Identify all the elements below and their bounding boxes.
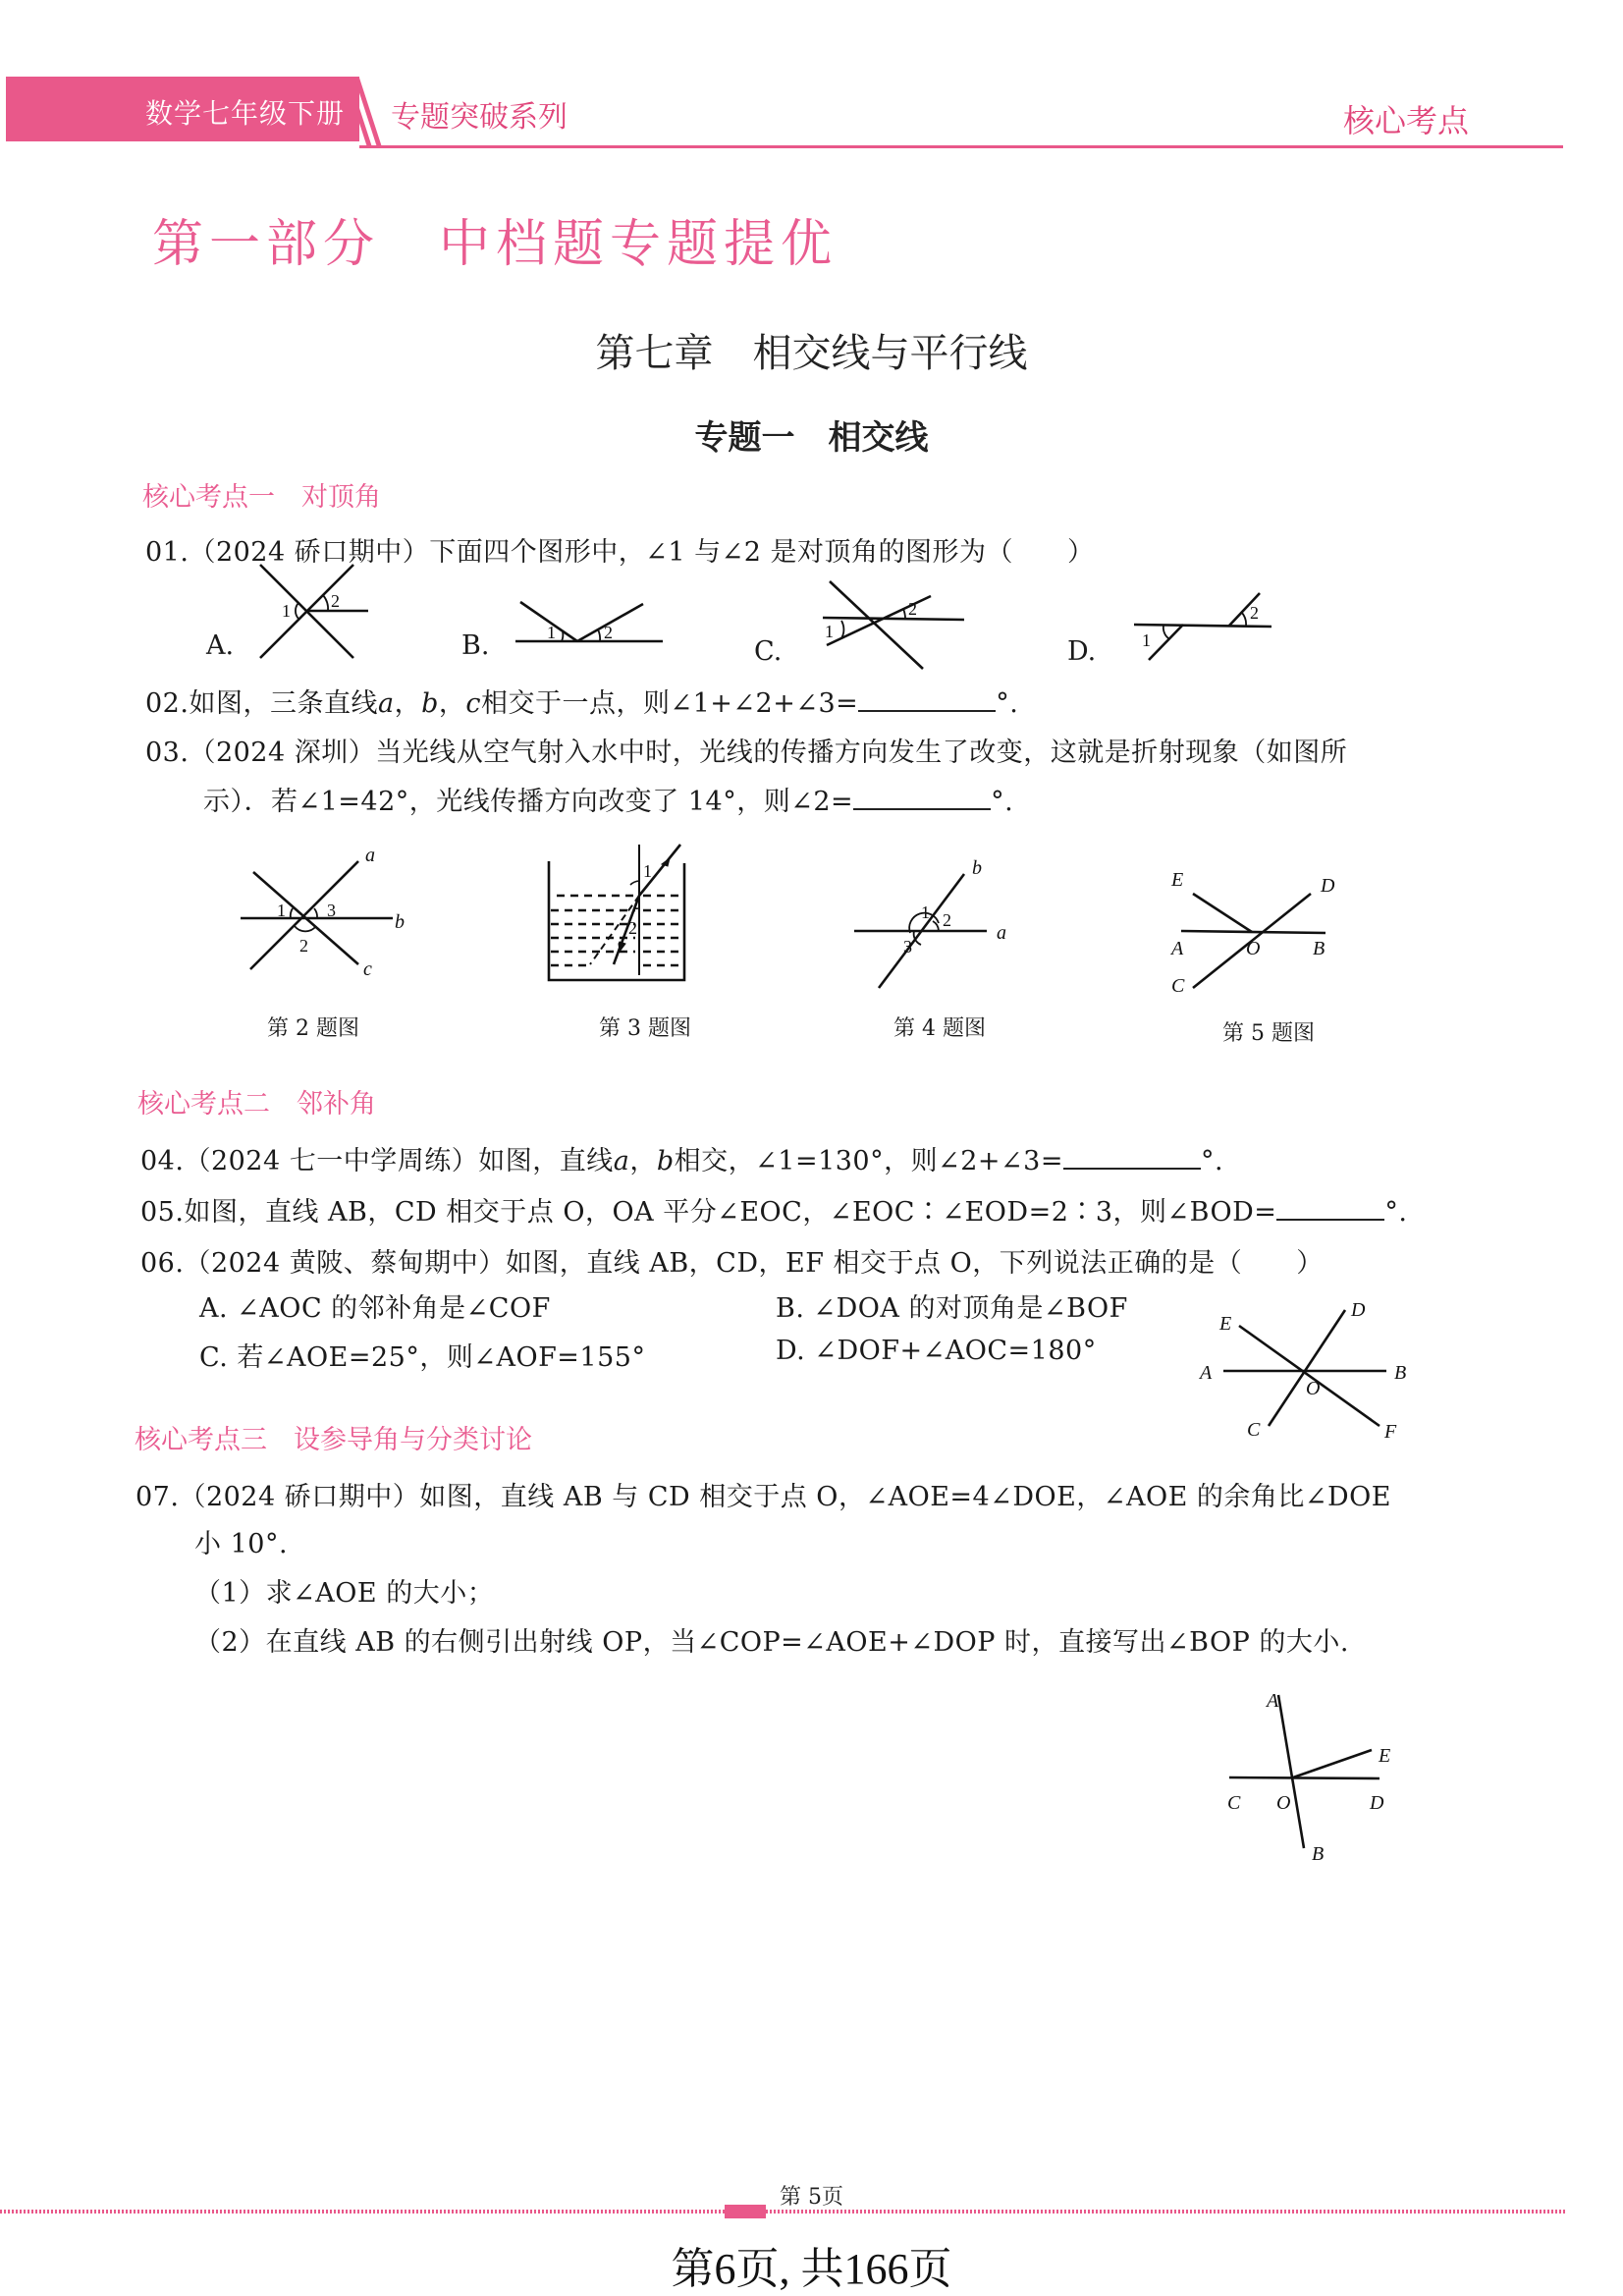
arrow-icon — [662, 858, 670, 866]
point-label: D — [1321, 875, 1335, 897]
option-text: ∠DOF+∠AOC=180° — [814, 1336, 1097, 1366]
point-label: O — [1276, 1792, 1291, 1814]
question-number: 03. — [145, 738, 189, 768]
angle-label: 3 — [327, 901, 336, 920]
angle-label: 1 — [547, 623, 556, 642]
figure-line — [823, 618, 964, 620]
point-label: O — [1246, 938, 1261, 959]
chapter-title: 第七章 相交线与平行线 — [595, 331, 1028, 376]
angle-arc — [296, 603, 298, 619]
footer-marker — [725, 2205, 766, 2218]
question-text: 下面四个图形中，∠1 与∠2 是对顶角的图形为（ ） — [429, 537, 1095, 568]
option-a-label: A. — [206, 630, 235, 661]
point-label: C — [1247, 1419, 1261, 1441]
angle-label: 2 — [299, 936, 308, 956]
point-label: F — [1384, 1421, 1397, 1443]
variable: b — [421, 688, 439, 719]
point-label: B — [1313, 938, 1325, 959]
angle-arc — [841, 621, 843, 638]
line-ab — [1181, 931, 1325, 933]
ray-oe — [1193, 894, 1252, 932]
option-d-label: D. — [1067, 636, 1097, 667]
question-text: 如图，直线 — [478, 1146, 614, 1176]
option-b-figure — [506, 594, 668, 653]
answer-blank[interactable] — [853, 781, 991, 810]
book-title: 数学七年级下册 — [145, 97, 346, 130]
option-label: D. — [776, 1336, 806, 1366]
figure-q3 — [545, 840, 731, 987]
variable: a — [613, 1146, 630, 1176]
point-label: O — [1306, 1378, 1321, 1399]
angle-arc — [291, 908, 293, 918]
angle-label: 2 — [604, 623, 613, 642]
line-label: b — [972, 857, 982, 879]
option-d-figure — [1124, 589, 1281, 668]
figure-q2 — [226, 840, 422, 987]
option-label: B. — [776, 1293, 805, 1324]
unit: °. — [996, 688, 1019, 719]
angle-label: 2 — [1250, 603, 1259, 623]
page-number: 第 5页 — [780, 2185, 843, 2210]
question-06 — [140, 1241, 1324, 1280]
part-name: 中档题专题提优 — [439, 215, 839, 274]
option-b[interactable] — [776, 1286, 1128, 1325]
container — [549, 861, 684, 980]
variable: a — [377, 688, 395, 719]
angle-label: 1 — [921, 902, 930, 922]
figure-q5 — [1154, 854, 1370, 1002]
option-d[interactable] — [776, 1336, 1097, 1366]
figure-caption: 第 4 题图 — [893, 1016, 986, 1041]
figure-q7 — [1208, 1679, 1434, 1866]
angle-arc — [323, 595, 328, 611]
option-a[interactable] — [199, 1286, 551, 1325]
variable: b — [656, 1146, 675, 1176]
figure-line — [1149, 625, 1183, 660]
line-cd — [1229, 1777, 1380, 1778]
angle-label: 1 — [825, 622, 834, 641]
angle-label: 3 — [903, 937, 912, 957]
line-label: a — [365, 845, 375, 866]
option-b-label: B. — [461, 630, 490, 661]
question-text: 如图，直线 AB 与 CD 相交于点 O，∠AOE=4∠DOE，∠AOE 的余角比∠DOE — [419, 1482, 1391, 1512]
angle-arc — [314, 908, 317, 918]
point-label: C — [1227, 1792, 1241, 1814]
question-source: （2024 七一中学周练） — [184, 1146, 479, 1176]
point-label: E — [1379, 1745, 1391, 1767]
option-text: ∠DOA 的对顶角是∠BOF — [813, 1293, 1128, 1324]
point-label: A — [1200, 1362, 1213, 1384]
figure-caption: 第 3 题图 — [599, 1016, 691, 1041]
line-label: a — [997, 922, 1006, 944]
separator: ， — [438, 688, 466, 719]
answer-blank[interactable] — [1276, 1191, 1384, 1221]
line-ab — [1278, 1695, 1304, 1848]
angle-arc — [295, 926, 316, 931]
question-number: 04. — [140, 1146, 185, 1176]
variable: c — [465, 688, 481, 719]
point-label: C — [1171, 975, 1185, 997]
option-c-label: C. — [754, 636, 783, 667]
angle-label: 2 — [908, 599, 917, 619]
sub-question-2: （2）在直线 AB 的右侧引出射线 OP，当∠COP=∠AOE+∠DOP 时，直接写出∠BOP 的大小. — [194, 1627, 1349, 1658]
section-heading: 核心考点三 设参导角与分类讨论 — [135, 1425, 532, 1455]
angle-label: 2 — [628, 918, 637, 938]
option-text: 若∠AOE=25°，则∠AOF=155° — [237, 1342, 646, 1373]
arrow-icon — [619, 942, 625, 952]
angle-arc — [598, 629, 600, 641]
angle-arc — [562, 631, 563, 641]
question-07 — [135, 1475, 1391, 1513]
part-label: 第一部分 — [152, 215, 381, 274]
point-label: A — [1267, 1690, 1279, 1712]
figure-line — [1134, 625, 1271, 627]
angle-arc — [630, 881, 639, 885]
angle-label: 1 — [282, 601, 291, 621]
line-cd — [1269, 1310, 1345, 1426]
separator: ， — [394, 688, 422, 719]
line-ef — [1239, 1326, 1380, 1426]
question-text: 相交，∠1=130°，则∠2+∠3= — [674, 1146, 1063, 1176]
question-text: 如图，直线 AB，CD，EF 相交于点 O，下列说法正确的是（ ） — [505, 1248, 1324, 1279]
question-source: （2024 黄陂、蔡甸期中） — [184, 1248, 506, 1279]
separator: ， — [629, 1146, 657, 1176]
ray-oe — [1293, 1750, 1372, 1777]
point-label: E — [1219, 1313, 1232, 1335]
question-03 — [145, 731, 1347, 769]
question-text: 如图，三条直线 — [189, 688, 378, 719]
angle-arc — [1163, 626, 1168, 638]
angle-arc — [903, 609, 905, 619]
option-text: ∠AOC 的邻补角是∠COF — [237, 1293, 551, 1324]
option-label: A. — [199, 1293, 229, 1324]
figure-q6 — [1188, 1288, 1434, 1455]
unit: °. — [1384, 1197, 1408, 1228]
question-number: 07. — [135, 1482, 180, 1512]
question-number: 05. — [140, 1197, 185, 1228]
question-03-continued — [203, 780, 1013, 818]
question-07-continued: 小 10°. — [194, 1529, 289, 1559]
point-label: E — [1171, 869, 1184, 891]
angle-arc — [1242, 613, 1246, 626]
footer-rule — [0, 2210, 725, 2214]
angle-label: 2 — [943, 910, 951, 930]
line-label: b — [395, 911, 405, 933]
question-05 — [140, 1190, 1408, 1229]
angle-label: 2 — [331, 591, 340, 611]
sub-question-1: （1）求∠AOE 的大小； — [194, 1578, 495, 1609]
series-title: 专题突破系列 — [391, 100, 568, 135]
unit: °. — [991, 787, 1014, 817]
header-tag: 核心考点 — [1343, 102, 1470, 139]
point-label: B — [1394, 1362, 1407, 1384]
answer-blank[interactable] — [858, 683, 996, 712]
question-source: （2024 硚口期中） — [179, 1482, 420, 1512]
section-heading: 核心考点一 对顶角 — [142, 482, 381, 513]
answer-blank[interactable] — [1063, 1140, 1201, 1170]
section-heading: 核心考点二 邻补角 — [137, 1089, 376, 1120]
point-label: B — [1312, 1843, 1325, 1865]
question-number: 06. — [140, 1248, 185, 1279]
angle-label: 1 — [643, 861, 652, 881]
question-text: 当光线从空气射入水中时，光线的传播方向发生了改变，这就是折射现象（如图所 — [375, 738, 1348, 768]
page-total: 第6页, 共166页 — [671, 2245, 952, 2293]
question-text: 示）．若∠1=42°，光线传播方向改变了 14°，则∠2= — [203, 787, 854, 817]
topic-title: 专题一 相交线 — [694, 418, 929, 458]
angle-label: 1 — [1142, 630, 1151, 650]
question-02 — [145, 682, 1018, 720]
line-label: c — [363, 958, 372, 980]
option-a-figure — [250, 560, 378, 663]
point-label: A — [1171, 938, 1184, 959]
point-label: D — [1351, 1299, 1366, 1321]
unit: °. — [1200, 1146, 1224, 1176]
option-label: C. — [199, 1342, 229, 1373]
figure-caption: 第 5 题图 — [1222, 1021, 1315, 1046]
question-source: （2024 深圳） — [189, 738, 376, 768]
figure-q4 — [844, 854, 1060, 1002]
question-number: 02. — [145, 688, 189, 719]
option-c[interactable] — [199, 1336, 645, 1374]
footer-rule — [766, 2210, 1566, 2214]
question-04 — [140, 1139, 1223, 1177]
header-rule — [359, 145, 1563, 148]
question-source: （2024 硚口期中） — [189, 537, 430, 568]
question-text: 相交于一点，则∠1+∠2+∠3= — [480, 688, 859, 719]
angle-label: 1 — [277, 901, 286, 920]
part-title — [152, 202, 838, 276]
question-number: 01. — [145, 537, 189, 568]
figure-caption: 第 2 题图 — [267, 1016, 359, 1041]
option-c-figure — [815, 574, 972, 678]
question-text: 如图，直线 AB，CD 相交于点 O，OA 平分∠EOC，∠EOC∶∠EOD=2∶3，则∠BOD= — [184, 1197, 1277, 1228]
point-label: D — [1370, 1792, 1384, 1814]
